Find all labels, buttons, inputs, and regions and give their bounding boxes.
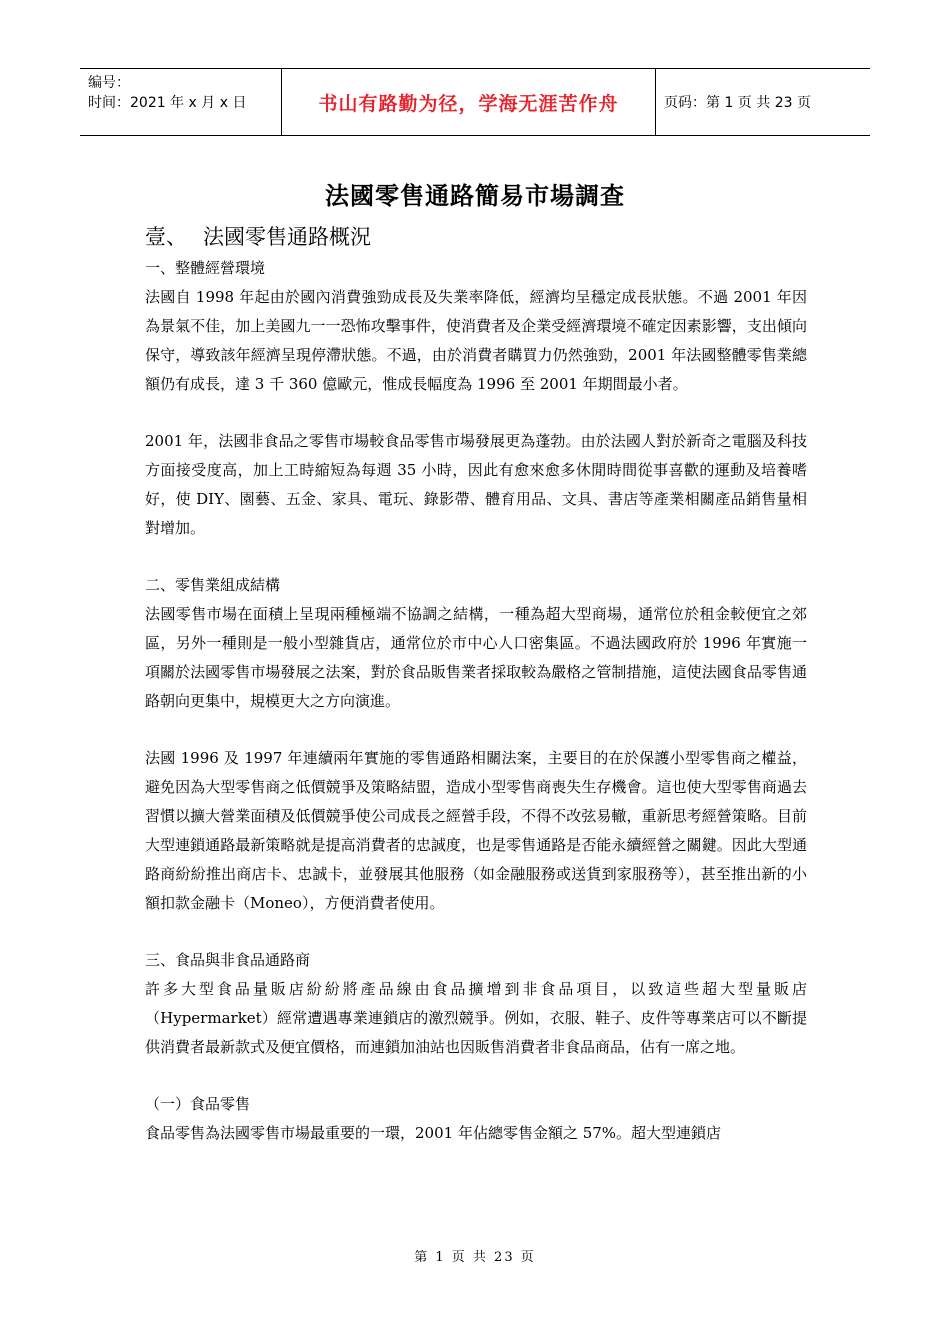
paragraph: 法國零售市場在面積上呈現兩種極端不協調之結構，一種為超大型商場，通常位於租金較便宜之郊區，另外一種則是一般小型雜貨店，通常位於市中心人口密集區。不過法國政府於 1996 年實施一項關於法國零售市場發展之法案，對於食品販售業者採取較為嚴格之管制措施，這使法國食品零售通路朝向更集中，規模更大之方向演進。 [145,605,807,710]
subsection-heading: 一、整體經營環境 [145,259,266,277]
paragraph: 法國自 1998 年起由於國內消費強勁成長及失業率降低，經濟均呈穩定成長狀態。不過 2001 年因為景氣不佳，加上美國九一一恐怖攻擊事件，使消費者及企業受經濟環境不確定因素影響，支出傾向保守，導致該年經濟呈現停滯狀態。不過，由於消費者購買力仍然強勁，2001 年法國整體零售業總額仍有成長，達 3 千 360 億歐元，惟成長幅度為 1996 至 2001 年期間最小者。 [145,288,807,393]
date-label: 时间：2021 年 x 月 x 日 [88,95,247,111]
section-number: 壹、 [145,225,187,249]
header-motto: 书山有路勤为径，学海无涯苦作舟 [282,69,656,135]
code-label: 编号： [88,75,130,91]
page-header [80,68,870,136]
paragraph: 2001 年，法國非食品之零售市場較食品零售市場發展更為蓬勃。由於法國人對於新奇之電腦及科技方面接受度高，加上工時縮短為每週 35 小時，因此有愈來愈多休閒時間從事喜歡的運動及培養嗜好，使 DIY、園藝、五金、家具、電玩、錄影帶、體育用品、文具、書店等產業相關產品銷售量相對增加。 [145,432,807,537]
paragraph: 食品零售為法國零售市場最重要的一環，2001 年佔總零售金額之 57%。超大型連鎖店 [145,1124,722,1142]
subsection-heading: （一）食品零售 [145,1095,251,1113]
document-title: 法國零售通路簡易市場調查 [325,182,625,210]
paragraph: 許多大型食品量販店紛紛將產品線由食品擴增到非食品項目，以致這些超大型量販店（Hypermarket）經常遭遇專業連鎖店的激烈競爭。例如，衣服、鞋子、皮件等專業店可以不斷提供消費者最新款式及便宜價格，而連鎖加油站也因販售消費者非食品商品，佔有一席之地。 [145,980,807,1056]
section-title: 法國零售通路概況 [203,225,371,249]
paragraph: 法國 1996 及 1997 年連續兩年實施的零售通路相關法案，主要目的在於保護小型零售商之權益，避免因為大型零售商之低價競爭及策略結盟，造成小型零售商喪失生存機會。這也使大型零售商過去習慣以擴大營業面積及低價競爭使公司成長之經營手段，不得不改弦易轍，重新思考經營策略。目前大型連鎖通路最新策略就是提高消費者的忠誠度，也是零售通路是否能永續經營之關鍵。因此大型通路商紛紛推出商店卡、忠誠卡，並發展其他服務（如金融服務或送貨到家服務等），甚至推出新的小額扣款金融卡（Moneo），方便消費者使用。 [145,749,807,912]
header-meta [80,69,282,135]
section-heading [145,222,807,252]
header-page-info: 页码：第 1 页 共 23 页 [664,95,811,111]
subsection-heading: 二、零售業組成結構 [145,576,281,594]
page-footer: 第 1 页 共 23 页 [414,1250,536,1265]
document-body [145,222,807,1148]
subsection-heading: 三、食品與非食品通路商 [145,951,311,969]
